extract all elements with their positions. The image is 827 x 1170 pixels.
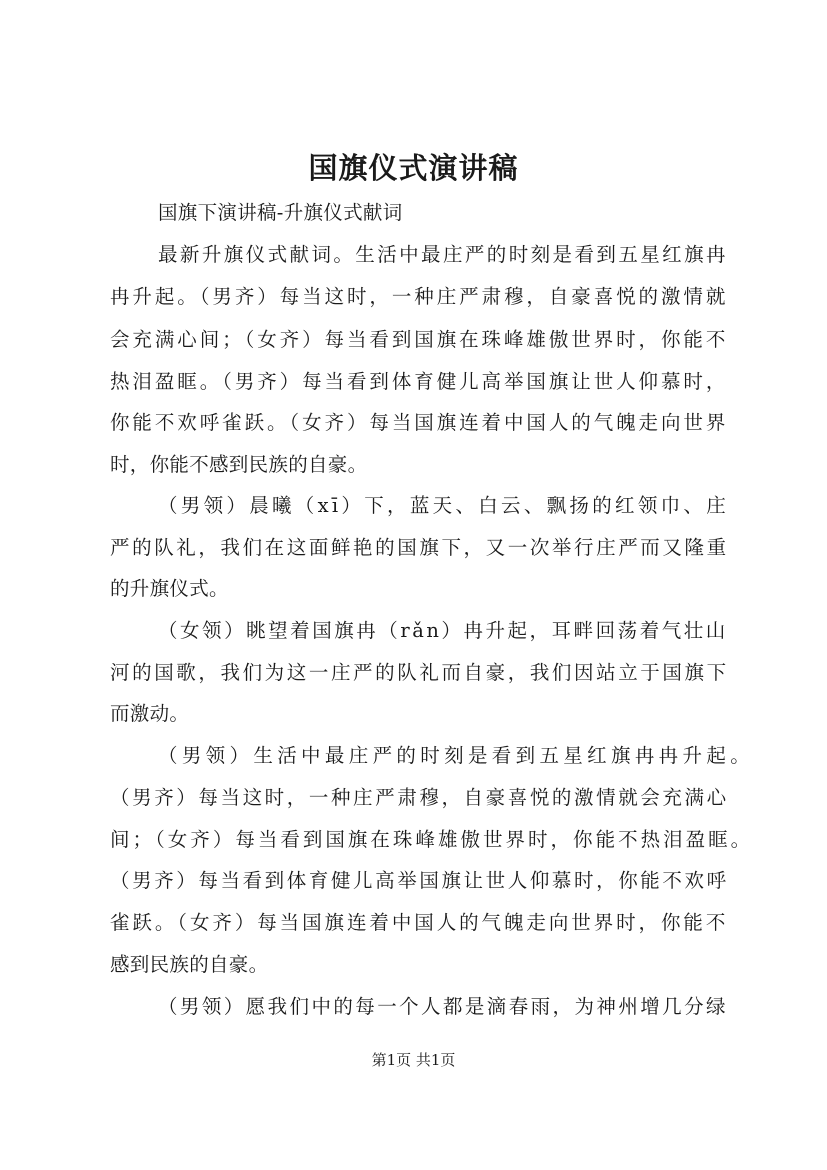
paragraph-line: 的升旗仪式。 bbox=[110, 577, 229, 600]
paragraph-line: 冉升起。（男齐）每当这时，一种庄严肃穆，自豪喜悦的激情就 bbox=[110, 285, 729, 308]
paragraph-line: 感到民族的自豪。 bbox=[110, 953, 269, 976]
paragraph-line: （男领）愿我们中的每一个人都是滴春雨，为神州增几分绿 bbox=[158, 995, 728, 1018]
paragraph-line: 最新升旗仪式献词。生活中最庄严的时刻是看到五星红旗冉 bbox=[158, 243, 728, 266]
paragraph-line: 雀跃。（女齐）每当国旗连着中国人的气魄走向世界时，你能不 bbox=[110, 911, 729, 934]
paragraph-line: 而激动。 bbox=[110, 702, 190, 725]
paragraph-line: （男领）晨曦（xī）下，蓝天、白云、飘扬的红领巾、庄 bbox=[158, 494, 730, 517]
paragraph-line: 你能不欢呼雀跃。（女齐）每当国旗连着中国人的气魄走向世界 bbox=[110, 411, 729, 434]
page-footer: 第1页 共1页 bbox=[371, 1051, 456, 1069]
paragraph-line: （男齐）每当看到体育健儿高举国旗让世人仰慕时，你能不欢呼 bbox=[110, 869, 729, 892]
paragraph-line: 河的国歌，我们为这一庄严的队礼而自豪，我们因站立于国旗下 bbox=[110, 661, 729, 684]
paragraph-line: 会充满心间；（女齐）每当看到国旗在珠峰雄傲世界时，你能不 bbox=[110, 328, 729, 351]
paragraph-line: 国旗下演讲稿-升旗仪式献词 bbox=[158, 201, 403, 224]
paragraph-line: 热泪盈眶。（男齐）每当看到体育健儿高举国旗让世人仰慕时， bbox=[110, 370, 729, 393]
document-title: 国旗仪式演讲稿 bbox=[308, 151, 519, 185]
paragraph-line: 时，你能不感到民族的自豪。 bbox=[110, 453, 368, 476]
paragraph-line: （女领）眺望着国旗冉（rǎn）冉升起，耳畔回荡着气壮山 bbox=[158, 619, 728, 642]
paragraph-line: （男领）生活中最庄严的时刻是看到五星红旗冉冉升起。 bbox=[158, 744, 755, 767]
paragraph-line: 严的队礼，我们在这面鲜艳的国旗下，又一次举行庄严而又隆重 bbox=[110, 536, 729, 559]
paragraph-line: （男齐）每当这时，一种庄严肃穆，自豪喜悦的激情就会充满心 bbox=[110, 786, 729, 809]
paragraph-line: 间；（女齐）每当看到国旗在珠峰雄傲世界时，你能不热泪盈眶。 bbox=[110, 828, 754, 851]
